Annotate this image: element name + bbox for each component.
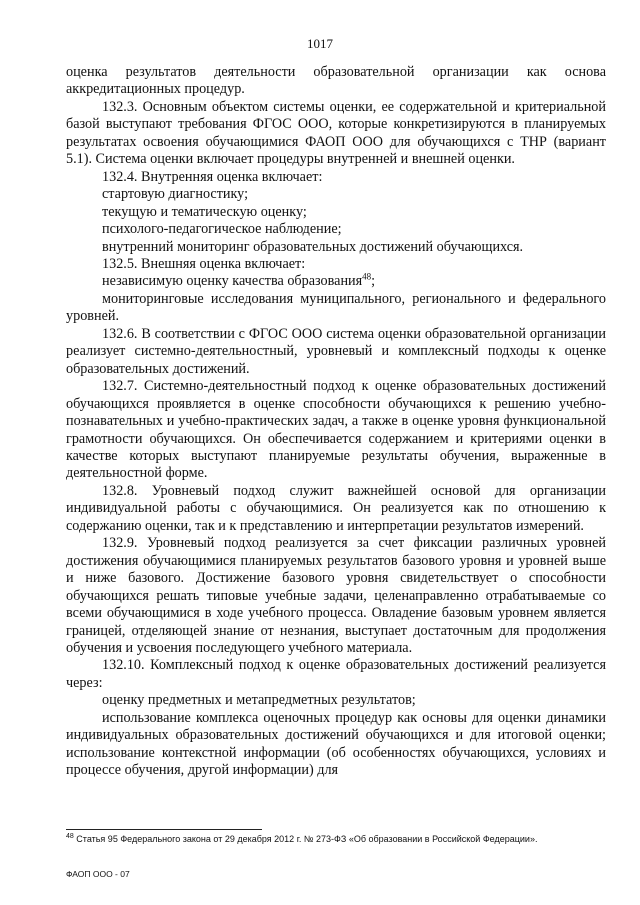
list-item: мониторинговые исследования муниципального, регионального и федерального уровней.: [66, 290, 606, 325]
footnote-text: Статья 95 Федерального закона от 29 декабря 2012 г. № 273-ФЗ «Об образовании в Российской Федерации».: [73, 834, 538, 844]
paragraph-132-6: 132.6. В соответствии с ФГОС ООО система оценки образовательной организации реализует системно-деятельностный, уровневый и комплексный подходы к оценке образовательных достижений.: [66, 325, 606, 377]
document-body: [66, 64, 606, 780]
paragraph-132-7: 132.7. Системно-деятельностный подход к оценке образовательных достижений обучающихся проявляется в оценке способности обучающихся к решению учебно-познавательных и учебно-практических задач, а также в оценке уровня функциональной грамотности обучающихся. Он обеспечивается содержанием и критериями оценки в качестве которых выступают планируемые результаты обучения, выраженные в деятельностной форме.: [66, 378, 606, 482]
list-item: внутренний мониторинг образовательных достижений обучающихся.: [102, 238, 524, 255]
paragraph-132-3: 132.3. Основным объектом системы оценки, ее содержательной и критериальной базой выступают требования ФГОС ООО, которые конкретизируются в планируемых результатах освоения обучающимися ФАОП ООО для обучающихся с ТНР (вариант 5.1). Система оценки включает процедуры внутренней и внешней оценки.: [66, 98, 606, 168]
list-item: психолого-педагогическое наблюдение;: [102, 221, 342, 238]
paragraph-132-5: 132.5. Внешняя оценка включает:: [102, 255, 306, 272]
paragraph: оценка результатов деятельности образовательной организации как основа аккредитационных процедур.: [66, 64, 606, 98]
document-code: ФАОП ООО - 07: [66, 869, 130, 879]
list-item: [66, 273, 606, 290]
footnote-marker: 48: [66, 833, 74, 840]
footnote-reference: 48: [362, 271, 372, 282]
list-item: текущую и тематическую оценку;: [102, 203, 307, 220]
list-item: оценку предметных и метапредметных результатов;: [102, 692, 416, 709]
paragraph-132-9: 132.9. Уровневый подход реализуется за счет фиксации различных уровней достижения обучающимися планируемых результатов базового уровня и уровней выше и ниже базового. Достижение базового уровня свидетельствует о способности обучающихся решать типовые учебные задачи, целенаправленно отрабатываемые со всеми обучающимися в ходе учебного процесса. Овладение базовым уровнем является границей, отделяющей знание от незнания, выступает достаточным для продолжения обучения и усвоения последующего учебного материала.: [66, 535, 606, 656]
paragraph-132-10: 132.10. Комплексный подход к оценке образовательных достижений реализуется через:: [66, 657, 606, 691]
list-item: использование комплекса оценочных процедур как основы для оценки динамики индивидуальных образовательных достижений обучающихся и для итоговой оценки; использование контекстной информации (об особенностях обучающихся, условиях и процессе обучения, другой информации) для: [66, 709, 606, 779]
paragraph-132-4: 132.4. Внутренняя оценка включает:: [102, 168, 323, 185]
paragraph-132-8: 132.8. Уровневый подход служит важнейшей основой для организации индивидуальной работы с обучающимися. Он реализуется как по отношению к содержанию оценки, так и к представлению и интерпретации результатов измерений.: [66, 482, 606, 534]
page-number: 1017: [307, 36, 333, 51]
footnote: [66, 833, 606, 845]
footnote-divider: [66, 829, 262, 830]
list-item-punctuation: ;: [371, 273, 376, 290]
list-item-text: независимую оценку качества образования: [102, 273, 363, 290]
list-item: стартовую диагностику;: [102, 186, 249, 203]
